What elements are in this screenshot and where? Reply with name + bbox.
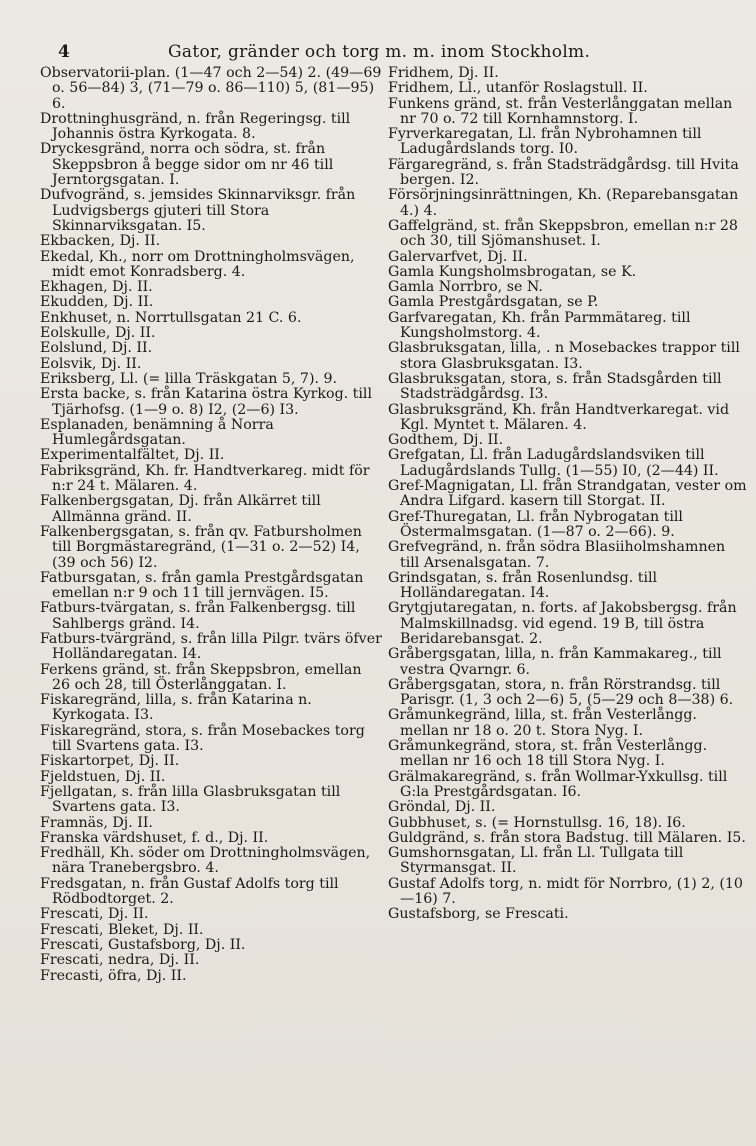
street-entry: Ferkens gränd, st. från Skeppsbron, emellan 26 och 28, till Österlånggatan. I. (40, 661, 362, 693)
street-entry: Gamla Norrbro, se N. (388, 279, 543, 296)
street-entry: Glasbruksgatan, lilla, . n Mosebackes trappor till stora Glasbruksgatan. I3. (388, 340, 740, 372)
street-entry: Gref-Magnigatan, Ll. från Strandgatan, vester om Andra Lifgard. kasern till Storgat. II. (388, 478, 747, 510)
street-entry: Fredhäll, Kh. söder om Drottningholmsvägen, nära Tranebergsbro. 4. (40, 845, 371, 877)
street-entry: Ersta backe, s. från Katarina östra Kyrkog. till Tjärhofsg. (1—9 o. 8) I2, (2—6) I3. (40, 386, 372, 418)
street-entry: Falkenbergsgatan, Dj. från Alkärret till Allmänna gränd. II. (40, 493, 321, 525)
street-entry: Eolslund, Dj. II. (40, 340, 153, 357)
street-entry: Frescati, Gustafsborg, Dj. II. (40, 936, 246, 953)
street-entry: Fridhem, Ll., utanför Roslagstull. II. (388, 80, 648, 97)
street-entry: Framnäs, Dj. II. (40, 814, 153, 831)
street-entry: Glasbruksgatan, stora, s. från Stadsgården till Stadsträdgårdsg. I3. (388, 370, 722, 403)
street-entry: Gustaf Adolfs torg, n. midt för Norrbro, (1) 2, (10—16) 7. (388, 875, 743, 908)
street-entry: Försörjningsinrättningen, Kh. (Reparebansgatan 4.) 4. (388, 187, 739, 219)
street-entry: Frecasti, öfra, Dj. II. (40, 967, 187, 984)
street-entry: Galervarfvet, Dj. II. (388, 248, 528, 265)
street-entry: Guldgränd, s. från stora Badstug. till Mälaren. I5. (388, 829, 746, 846)
street-entry: Färgaregränd, s. från Stadsträdgårdsg. till Hvita bergen. I2. (388, 156, 739, 189)
street-entry: Gamla Kungsholmsbrogatan, se K. (388, 263, 637, 280)
street-entry: Gråmunkegränd, stora, st. från Vesterlångg. mellan nr 16 och 18 till Stora Nyg. I. (388, 738, 708, 770)
street-entry: Fatburs-tvärgränd, s. från lilla Pilgr. tvärs öfver Holländaregatan. I4. (40, 630, 382, 663)
street-entry: Gråmunkegränd, lilla, st. från Vesterlångg. mellan nr 18 o. 20 t. Stora Nyg. I. (388, 707, 697, 739)
street-entry: Gustafsborg, se Frescati. (388, 906, 569, 923)
street-entry: Fiskaregränd, stora, s. från Mosebackes torg till Svartens gata. I3. (40, 722, 365, 755)
street-entry: Gröndal, Dj. II. (388, 799, 496, 816)
street-entry: Dufvogränd, s. jemsides Skinnarviksgr. från Ludvigsbergs gjuteri till Stora Skinnarviksgatan. I5. (40, 187, 356, 234)
street-entry: Franska värdshuset, f. d., Dj. II. (40, 829, 269, 846)
street-entry: Glasbruksgränd, Kh. från Handtverkaregat. vid Kgl. Myntet t. Mälaren. 4. (388, 401, 730, 433)
street-entry: Garfvaregatan, Kh. från Parmmätareg. till Kungsholmstorg. 4. (388, 309, 691, 342)
street-entry: Grytgjutaregatan, n. forts. af Jakobsbergsg. från Malmskillnadsg. vid egend. 19 B, till östra Beridarebansgat. 2. (388, 600, 737, 647)
street-entry: Fyrverkaregatan, Ll. från Nybrohamnen till Ladugårdslands torg. I0. (388, 126, 702, 158)
street-entry: Gubbhuset, s. (= Hornstullsg. 16, 18). I6. (388, 814, 686, 831)
street-entry: Falkenbergsgatan, s. från qv. Fatbursholmen till Borgmästaregränd, (1—31 o. 2—52) I4, (39 och 56) I2. (40, 523, 362, 571)
street-entry: Grefgatan, Ll. från Ladugårdslandsviken till Ladugårdslands Tullg. (1—55) I0, (2—44) II. (388, 447, 719, 479)
street-entry: Fjeldstuen, Dj. II. (40, 768, 166, 785)
street-entry: Fatbursgatan, s. från gamla Prestgårdsgatan emellan n:r 9 och 11 till jernvägen. I5. (40, 569, 364, 602)
running-title: Gator, gränder och torg m. m. inom Stockholm. (168, 42, 591, 62)
street-entry: Godthem, Dj. II. (388, 432, 504, 449)
page-number: 4 (58, 42, 70, 62)
street-entry: Enkhuset, n. Norrtullsgatan 21 C. 6. (40, 309, 302, 326)
street-entry: Fredsgatan, n. från Gustaf Adolfs torg till Rödbodtorget. 2. (40, 875, 339, 908)
street-entry: Gråbergsgatan, stora, n. från Rörstrandsg. till Parisgr. (1, 3 och 2—6) 5, (5—29 och 8—38) 6. (388, 676, 734, 709)
street-entry: Gråbergsgatan, lilla, n. från Kammakareg., till vestra Qvarngr. 6. (388, 646, 722, 678)
street-entry: Gaffelgränd, st. från Skeppsbron, emellan n:r 28 och 30, till Sjömanshuset. I. (388, 217, 738, 250)
street-entry: Esplanaden, benämning å Norra Humlegårdsgatan. (40, 416, 274, 449)
street-entry: Eriksberg, Ll. (= lilla Träskgatan 5, 7). 9. (40, 370, 338, 387)
street-entry: Frescati, nedra, Dj. II. (40, 952, 200, 969)
street-entry: Grälmakaregränd, s. från Wollmar-Yxkullsg. till G:la Prestgårdsgatan. I6. (388, 768, 728, 800)
page-header (0, 40, 756, 64)
street-entry: Fiskaregränd, lilla, s. från Katarina n. Kyrkogata. I3. (40, 692, 312, 724)
street-entry: Fatburs-tvärgatan, s. från Falkenbergsg. till Sahlbergs gränd. I4. (40, 600, 356, 632)
street-entry: Observatorii-plan. (1—47 och 2—54) 2. (49—69 o. 56—84) 3, (71—79 o. 86—110) 5, (81—95) 6. (40, 65, 382, 112)
street-entry: Ekudden, Dj. II. (40, 294, 154, 311)
street-entry: Ekedal, Kh., norr om Drottningholmsvägen, midt emot Konradsberg. 4. (40, 248, 355, 280)
street-entry: Frescati, Bleket, Dj. II. (40, 921, 204, 938)
street-entry: Experimentalfältet, Dj. II. (40, 447, 225, 464)
street-entry: Grefvegränd, n. från södra Blasiiholmshamnen till Arsenalsgatan. 7. (388, 539, 726, 571)
street-entry: Gumshornsgatan, Ll. från Ll. Tullgata till Styrmansgat. II. (388, 845, 684, 877)
street-entry: Fridhem, Dj. II. (388, 65, 499, 81)
right-column (388, 66, 748, 923)
street-entry: Eolsvik, Dj. II. (40, 355, 142, 372)
street-entry: Fiskartorpet, Dj. II. (40, 753, 180, 770)
street-entry: Ekbacken, Dj. II. (40, 233, 161, 250)
street-entry: Frescati, Dj. II. (40, 906, 149, 923)
street-entry: Grindsgatan, s. från Rosenlundsg. till Holländaregatan. I4. (388, 569, 658, 602)
street-entry: Gamla Prestgårdsgatan, se P. (388, 294, 599, 311)
street-entry: Eolskulle, Dj. II. (40, 325, 156, 342)
street-entry: Fabriksgränd, Kh. fr. Handtverkareg. midt för n:r 24 t. Mälaren. 4. (40, 462, 370, 495)
street-entry: Ekhagen, Dj. II. (40, 279, 153, 296)
street-entry: Dryckesgränd, norra och södra, st. från Skeppsbron å begge sidor om nr 46 till Jerntorgsgatan. I. (40, 141, 334, 189)
street-entry: Fjellgatan, s. från lilla Glasbruksgatan till Svartens gata. I3. (40, 783, 341, 816)
street-entry: Funkens gränd, st. från Vesterlånggatan mellan nr 70 o. 72 till Kornhamnstorg. I. (388, 95, 733, 127)
left-column (40, 66, 382, 984)
street-entry: Gref-Thuregatan, Ll. från Nybrogatan till Östermalmsgatan. (1—87 o. 2—66). 9. (388, 508, 683, 540)
street-entry: Drottninghusgränd, n. från Regeringsg. till Johannis östra Kyrkogata. 8. (40, 110, 351, 143)
